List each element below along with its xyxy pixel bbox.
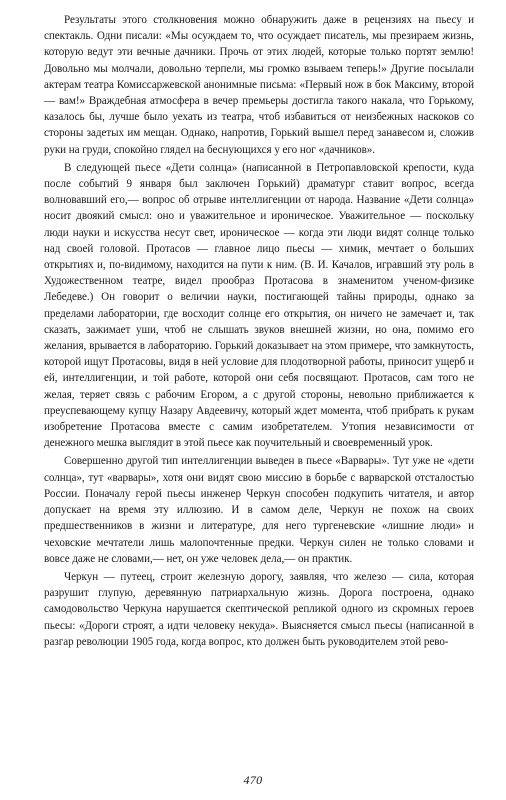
page-body [44, 12, 474, 650]
paragraph-3: Совершенно другой тип интеллигенции выведен в пьесе «Варвары». Тут уже не «дети солнца», тут «варвары», хотя они видят свою миссию в борьбе с варварской отсталостью России. Поначалу герой пьесы инженер Черкун способен подкупить читателя, и автор допускает на время эту иллюзию. И в самом деле, Черкун не похож на своих предшественников в жизни и литературе, для него тургеневские «лишние люди» и чеховские мечтатели лишь малопочтенные предки. Черкун силен не только словами и вовсе даже не словами,— нет, он уже человек дела,— он практик. [44, 455, 474, 565]
paragraph-1: Результаты этого столкновения можно обнаружить даже в рецензиях на пьесу и спектакль. Одни писали: «Мы осуждаем то, что осуждает писатель, мы презираем жизнь, которую ведут эти вечные дачники. Прочь от этих людей, которые только портят землю! Довольно мы молчали, довольно терпели, мы громко взываем теперь!» Другие посылали актерам театра Комиссаржевской анонимные письма: «Первый нож в бок Максиму, второй — вам!» Враждебная атмосфера в вечер премьеры достигла такого накала, что Горькому, казалось бы, лучше было уехать из театра, чтоб избавиться от неизбежных наскоков со стороны задетых им мещан. Однако, напротив, Горький вышел перед занавесом и, сложив руки на груди, спокойно глядел на беснующихся у его ног «дачников». [44, 14, 474, 156]
paragraph-4: Черкун — путеец, строит железную дорогу, заявляя, что железо — сила, которая разрушит глупую, деревянную патриархальную жизнь. Дорога построена, однако самодовольство Черкуна нарушается скептической репликой одного из скромных героев пьесы: «Дороги строят, а идти человеку некуда». Выясняется смысл пьесы (написанной в разгар революции 1905 года, когда вопрос, кто должен быть руководителем этой рево- [44, 570, 474, 648]
page-number: 470 [243, 773, 263, 787]
paragraph-2: В следующей пьесе «Дети солнца» (написанной в Петропавловской крепости, куда после событий 9 января был заключен Горький) драматург ставит вопрос, всегда волновавший его,— вопрос об отрыве интеллигенции от народа. Название «Дети солнца» носит двоякий смысл: оно и уважительное и ироническое. Уважительное — поскольку люди науки и искусства несут свет, ироническое — когда эти люди видят солнце только над своей головой. Протасов — главное лицо пьесы — химик, мечтает о больших открытиях и, по-видимому, находится на пути к ним. (В. И. Качалов, игравший эту роль в Художественном театре, видел прообраз Протасова в знаменитом ученом-физике Лебедеве.) Он говорит о величии науки, постигающей тайны природы, однако за пределами лаборатории, где восходит солнце его открытия, он ничего не замечает и, так сказать, зажимает уши, чтоб не слышать звуков внешней жизни, но она, помимо его желания, врывается в лабораторию. Горький доказывает на этом примере, что замкнутость, которой ищут Протасовы, видя в ней условие для плодотворной работы, приносит ущерб и ей, интеллигенции, и той работе, которой они себя посвящают. Протасов, сам того не желая, теряет связь с рабочим Егором, а с другой стороны, невольно приближается к преуспевающему купцу Назару Авдеевичу, который ждет момента, чтоб прибрать к рукам изобретение Протасова вместе с самим изобретателем. Утопия независимости от денежного мешка выглядит в этой пьесе как поучительный и своевременный урок. [44, 161, 474, 450]
